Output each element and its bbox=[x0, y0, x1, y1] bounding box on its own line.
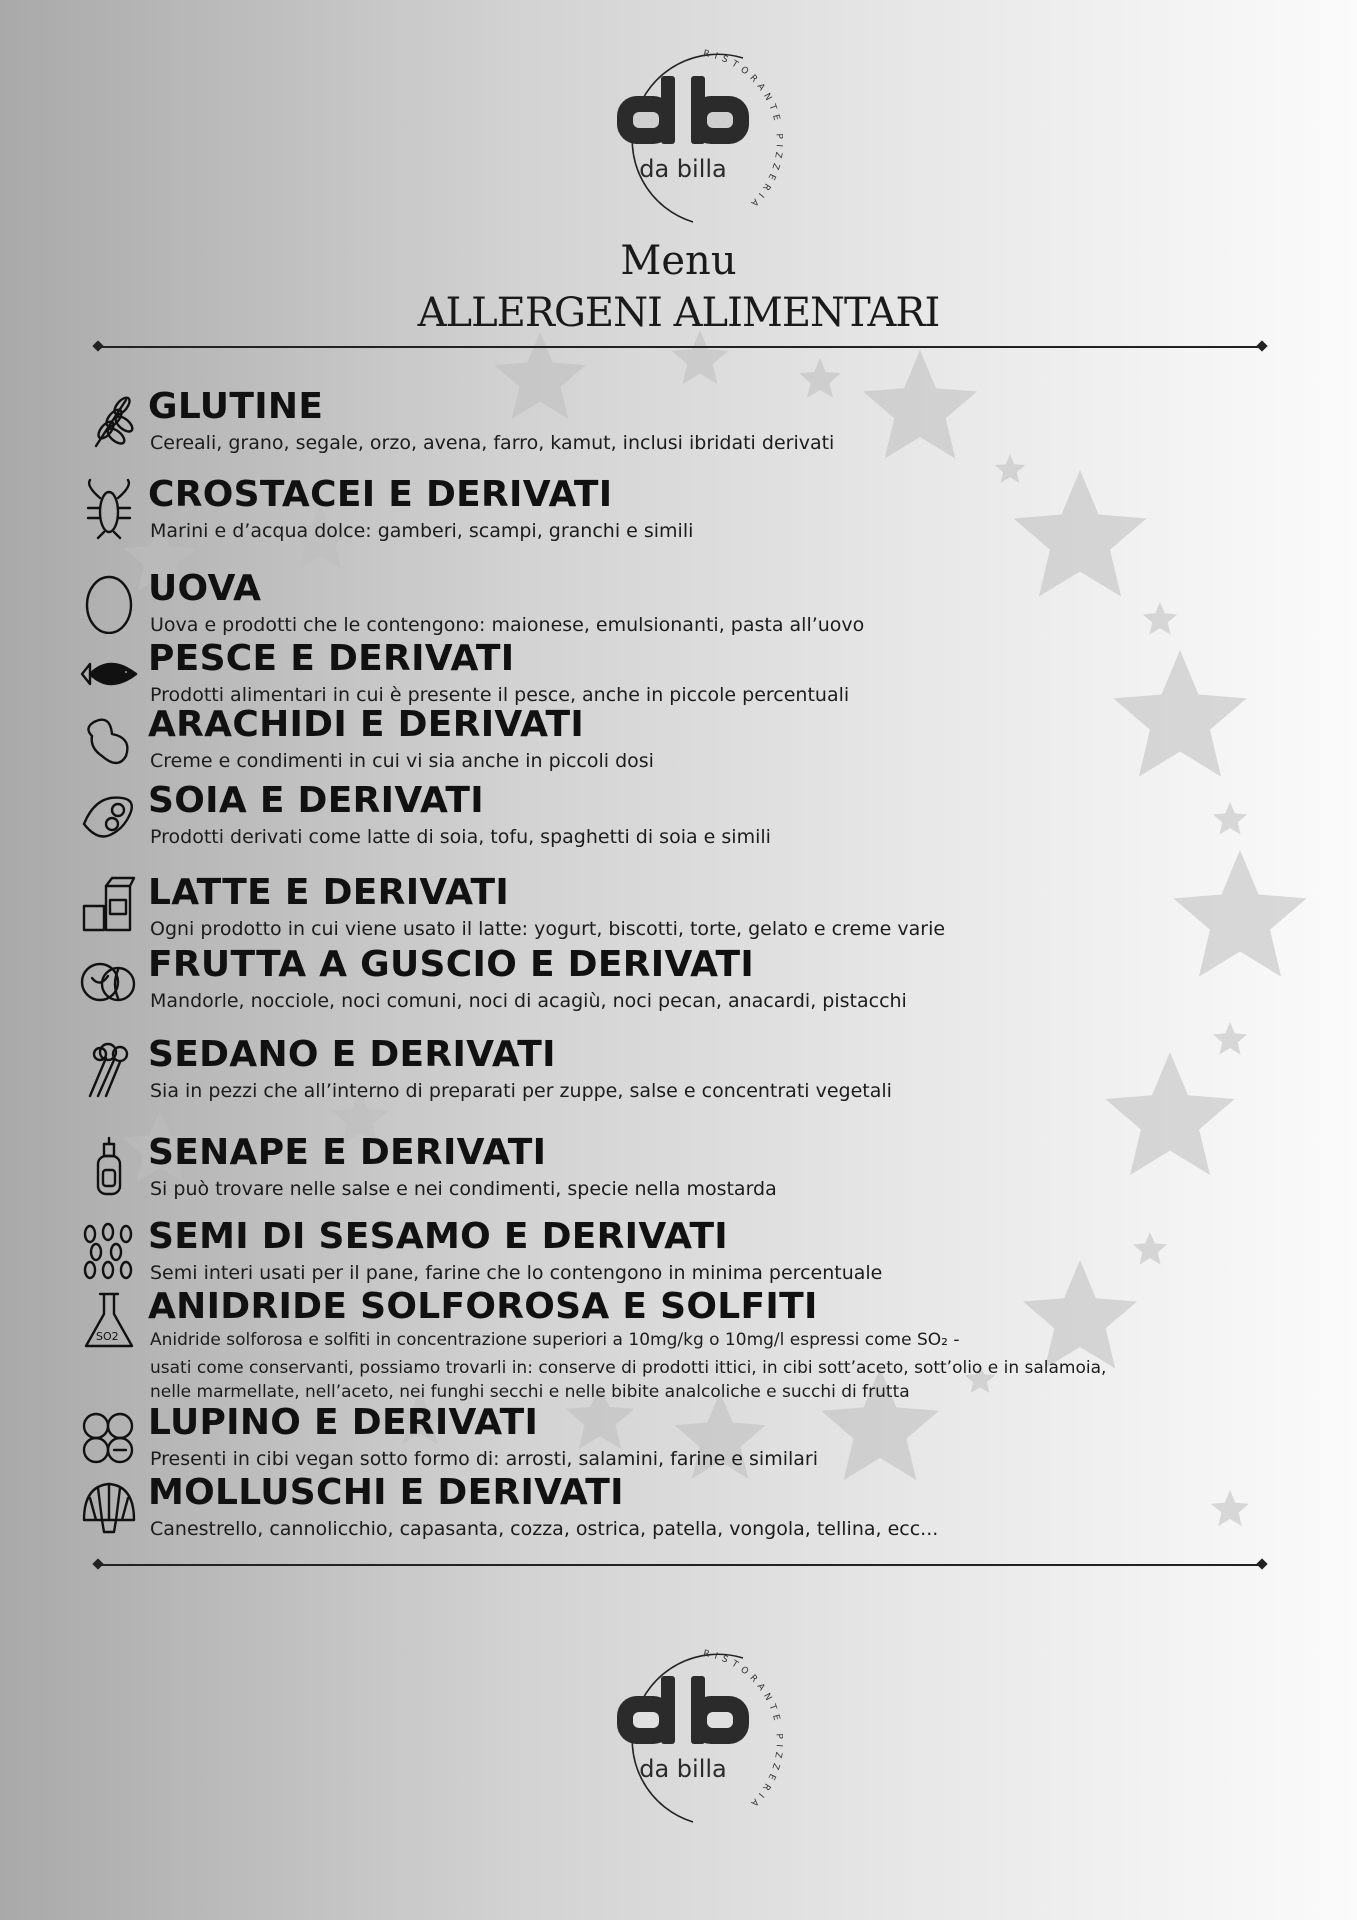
svg-text:SO2: SO2 bbox=[96, 1330, 119, 1343]
peanut-icon bbox=[76, 708, 142, 770]
allergen-name: GLUTINE bbox=[148, 386, 324, 427]
allergen-description: Ogni prodotto in cui viene usato il latte: yogurt, biscotti, torte, gelato e creme varie bbox=[150, 918, 946, 940]
star-decoration bbox=[1105, 1052, 1234, 1175]
fish-icon bbox=[76, 642, 142, 704]
milk-icon bbox=[76, 876, 142, 938]
allergen-description: Uova e prodotti che le contengono: maionese, emulsionanti, pasta all’uovo bbox=[150, 614, 865, 636]
allergen-name: PESCE E DERIVATI bbox=[148, 638, 515, 679]
star-decoration bbox=[1133, 1232, 1167, 1265]
star-decoration bbox=[1013, 470, 1146, 597]
allergen-name: SENAPE E DERIVATI bbox=[148, 1132, 547, 1173]
divider-bottom bbox=[98, 1564, 1262, 1566]
page-subtitle: ALLERGENI ALIMENTARI bbox=[417, 290, 940, 336]
allergen-name: SOIA E DERIVATI bbox=[148, 780, 484, 821]
allergen-description: Creme e condimenti in cui vi sia anche in piccoli dosi bbox=[150, 750, 654, 772]
logo-brand: da billa bbox=[639, 155, 727, 183]
allergen-description: Canestrello, cannolicchio, capasanta, cozza, ostrica, patella, vongola, tellina, ecc... bbox=[150, 1518, 939, 1540]
shell-icon bbox=[76, 1476, 142, 1538]
star-decoration bbox=[1113, 650, 1246, 777]
logo-bottom bbox=[583, 1640, 783, 1840]
mustard-bottle-icon bbox=[76, 1136, 142, 1198]
star-decoration bbox=[863, 350, 977, 459]
allergen-name: FRUTTA A GUSCIO E DERIVATI bbox=[148, 944, 755, 985]
allergen-description: Prodotti alimentari in cui è presente il pesce, anche in piccole percentuali bbox=[150, 684, 850, 706]
allergen-name: ANIDRIDE SOLFOROSA E SOLFITI bbox=[148, 1286, 818, 1327]
allergen-name: LATTE E DERIVATI bbox=[148, 872, 510, 913]
allergen-description: Mandorle, nocciole, noci comuni, noci di acagiù, noci pecan, anacardi, pistacchi bbox=[150, 990, 907, 1012]
allergen-description: Si può trovare nelle salse e nei condimenti, specie nella mostarda bbox=[150, 1178, 777, 1200]
star-decoration bbox=[1143, 602, 1177, 635]
egg-icon bbox=[76, 572, 142, 634]
star-decoration bbox=[1211, 1490, 1249, 1526]
star-decoration bbox=[1023, 1260, 1137, 1369]
allergen-description: Cereali, grano, segale, orzo, avena, farro, kamut, inclusi ibridati derivati bbox=[150, 432, 835, 454]
allergen-description: Presenti in cibi vegan sotto formo di: arrosti, salamini, farine e similari bbox=[150, 1448, 819, 1470]
allergen-name: SEMI DI SESAMO E DERIVATI bbox=[148, 1216, 729, 1257]
allergen-description: Sia in pezzi che all’interno di preparati per zuppe, salse e concentrati vegetali bbox=[150, 1080, 892, 1102]
divider-top bbox=[98, 346, 1262, 348]
star-decoration bbox=[1213, 1022, 1247, 1055]
celery-icon bbox=[76, 1038, 142, 1100]
star-decoration bbox=[1213, 802, 1247, 835]
star-decoration bbox=[995, 454, 1025, 483]
allergen-name: UOVA bbox=[148, 568, 262, 609]
allergen-name: LUPINO E DERIVATI bbox=[148, 1402, 539, 1443]
so2-flask-icon bbox=[76, 1290, 142, 1352]
walnut-icon bbox=[76, 948, 142, 1010]
allergen-name: MOLLUSCHI E DERIVATI bbox=[148, 1472, 624, 1513]
allergen-name: SEDANO E DERIVATI bbox=[148, 1034, 556, 1075]
allergen-name: ARACHIDI E DERIVATI bbox=[148, 704, 585, 745]
svg-text:RISTORANTE PIZZERIA: RISTORANTE PIZZERIA bbox=[702, 48, 783, 212]
star-decoration bbox=[1173, 850, 1306, 977]
logo-brand: da billa bbox=[639, 1755, 727, 1783]
lupin-icon bbox=[76, 1406, 142, 1468]
allergen-description-line2: usati come conservanti, possiamo trovarli in: conserve di prodotti ittici, in cibi sott’aceto, sott’olio e in salamoia, bbox=[150, 1358, 1107, 1378]
logo-top bbox=[583, 40, 783, 240]
allergen-name: CROSTACEI E DERIVATI bbox=[148, 474, 613, 515]
star-decoration bbox=[672, 330, 729, 384]
lobster-icon bbox=[76, 478, 142, 540]
allergen-description: Prodotti derivati come latte di soia, tofu, spaghetti di soia e simili bbox=[150, 826, 771, 848]
page-title: Menu bbox=[620, 238, 737, 284]
svg-text:RISTORANTE PIZZERIA: RISTORANTE PIZZERIA bbox=[702, 1648, 783, 1812]
allergen-description: Semi interi usati per il pane, farine che lo contengono in minima percentuale bbox=[150, 1262, 883, 1284]
sesame-icon bbox=[76, 1220, 142, 1282]
star-decoration bbox=[799, 358, 841, 398]
wheat-icon bbox=[76, 390, 142, 452]
soy-icon bbox=[76, 784, 142, 846]
allergen-description: Marini e d’acqua dolce: gamberi, scampi, granchi e simili bbox=[150, 520, 694, 542]
allergen-description: Anidride solforosa e solfiti in concentrazione superiori a 10mg/kg o 10mg/l espressi come SO₂ - bbox=[150, 1330, 960, 1350]
allergen-description-line3: nelle marmellate, nell’aceto, nei funghi secchi e nelle bibite analcoliche e succhi di frutta bbox=[150, 1382, 910, 1402]
